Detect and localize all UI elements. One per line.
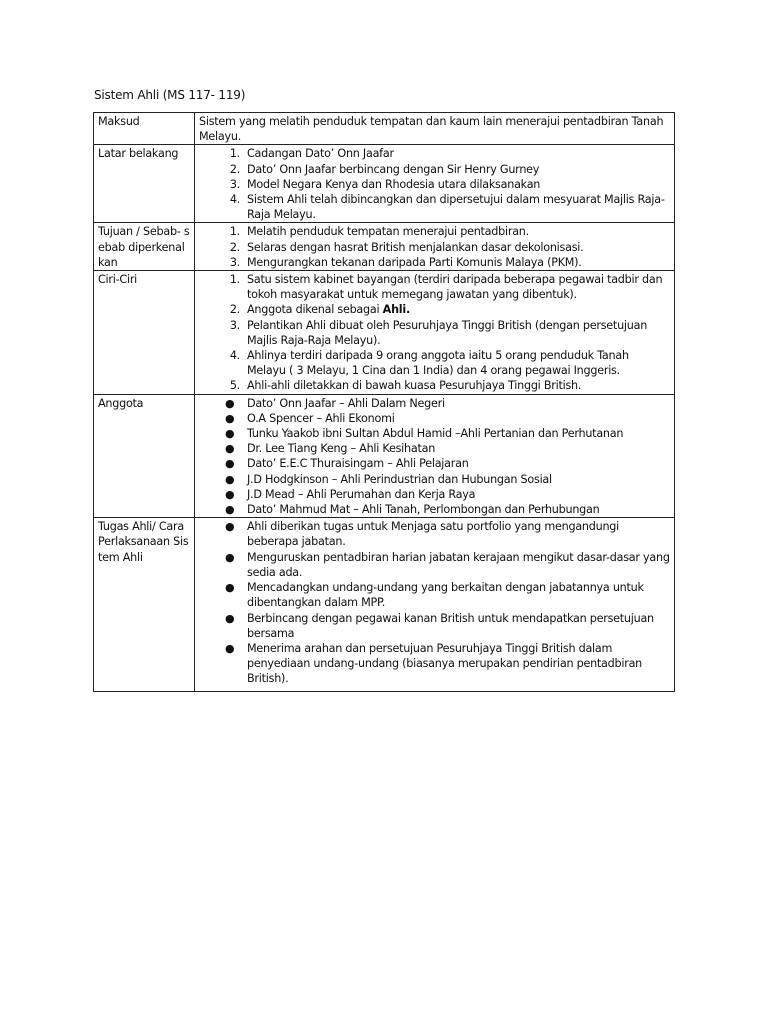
row-label-latar-belakang: Latar belakang [94, 145, 195, 223]
bullet-icon: ● [225, 487, 235, 501]
list-item: ● Dr. Lee Tiang Keng – Ahli Kesihatan [225, 442, 436, 456]
list-item: 1. Satu sistem kabinet bayangan (terdiri daripada beberapa pegawai tadbir dan tokoh masyarakat untuk memegang jawatan yang dibentuk). [229, 273, 663, 302]
list-item: 3. Pelantikan Ahli dibuat oleh Pesuruhjaya Tinggi British (dengan persetujuan Majlis Raja-Raja Melayu). [229, 318, 648, 347]
bullet-icon: ● [225, 442, 235, 456]
row-content-maksud [195, 113, 675, 145]
list-item: 1. Cadangan Dato’ Onn Jaafar [229, 147, 394, 161]
list-item: 4. Sistem Ahli telah dibincangkan dan dipersetujui dalam mesyuarat Majlis Raja-Raja Melayu. [229, 193, 665, 222]
bullet-icon: ● [225, 427, 235, 441]
list-item: 1. Melatih penduduk tempatan menerajui pentadbiran. [229, 225, 529, 239]
list-item: ● Menerima arahan dan persetujuan Pesuruhjaya Tinggi British dalam penyediaan undang-undang (biasanya merupakan pendirian pentadbiran British). [225, 641, 643, 686]
latar-belakang-list [199, 146, 670, 222]
list-item: ● Dato’ E.E.C Thuraisingam – Ahli Pelajaran [225, 457, 469, 471]
bullet-icon: ● [225, 611, 235, 625]
ciri-ciri-list [199, 272, 670, 394]
row-label-anggota: Anggota [94, 394, 195, 518]
list-item: ● Berbincang dengan pegawai kanan British untuk mendapatkan persetujuan bersama [225, 611, 654, 640]
bullet-icon: ● [225, 457, 235, 471]
table-row-latar-belakang [94, 145, 675, 223]
bullet-icon: ● [225, 520, 235, 534]
row-content-tugas [195, 518, 675, 691]
tujuan-list [199, 224, 670, 270]
table-row-tujuan [94, 223, 675, 271]
table-row-tugas [94, 518, 675, 691]
bullet-icon: ● [225, 503, 235, 517]
table-row-anggota [94, 394, 675, 518]
bullet-icon: ● [225, 581, 235, 595]
list-item: 3. Mengurangkan tekanan daripada Parti Komunis Malaya (PKM). [229, 255, 582, 269]
list-item: ● J.D Mead – Ahli Perumahan dan Kerja Raya [225, 487, 476, 501]
list-item: 4. Ahlinya terdiri daripada 9 orang anggota iaitu 5 orang penduduk Tanah Melayu ( 3 Melayu, 1 Cina dan 1 India) dan 4 orang pegawai Inggeris. [229, 349, 629, 378]
bullet-icon: ● [225, 472, 235, 486]
list-item: ● Ahli diberikan tugas untuk Menjaga satu portfolio yang mengandungi beberapa jabatan. [225, 520, 620, 549]
ahli-bold-term: Ahli. [382, 303, 410, 317]
anggota-list [199, 396, 670, 518]
list-item: 3. Model Negara Kenya dan Rhodesia utara dilaksanakan [229, 177, 541, 191]
row-content-ciri-ciri [195, 271, 675, 395]
bullet-icon: ● [225, 411, 235, 425]
row-label-tugas: Tugas Ahli/ Cara Perlaksanaan Sistem Ahli [94, 518, 195, 691]
list-item: 2. Anggota dikenal sebagai Ahli. [229, 303, 410, 317]
list-item: 5. Ahli-ahli diletakkan di bawah kuasa Pesuruhjaya Tinggi British. [229, 379, 582, 393]
document-title: Sistem Ahli (MS 117- 119) [94, 88, 246, 102]
list-item: ● Menguruskan pentadbiran harian jabatan kerajaan mengikut dasar-dasar yang sedia ada. [225, 550, 670, 579]
row-label-tujuan: Tujuan / Sebab- sebab diperkenalkan [94, 223, 195, 271]
list-item: ● O.A Spencer – Ahli Ekonomi [225, 411, 395, 425]
row-content-anggota [195, 394, 675, 518]
list-item: 2. Dato’ Onn Jaafar berbincang dengan Sir Henry Gurney [229, 162, 540, 176]
list-item: ● J.D Hodgkinson – Ahli Perindustrian dan Hubungan Sosial [225, 472, 552, 486]
list-item: ● Dato’ Mahmud Mat – Ahli Tanah, Perlombongan dan Perhubungan [225, 503, 600, 517]
row-label-maksud: Maksud [94, 113, 195, 145]
bullet-icon: ● [225, 641, 235, 655]
summary-table [93, 112, 675, 692]
list-item: 2. Selaras dengan hasrat British menjalankan dasar dekolonisasi. [229, 240, 584, 254]
bullet-icon: ● [225, 396, 235, 410]
list-item: ● Dato’ Onn Jaafar – Ahli Dalam Negeri [225, 396, 445, 410]
list-item: ● Tunku Yaakob ibni Sultan Abdul Hamid –Ahli Pertanian dan Perhutanan [225, 427, 624, 441]
maksud-text: Sistem yang melatih penduduk tempatan dan kaum lain menerajui pentadbiran Tanah Melayu. [199, 115, 664, 144]
bullet-icon: ● [225, 550, 235, 564]
tugas-list [199, 519, 670, 686]
row-content-latar-belakang [195, 145, 675, 223]
list-item: ● Mencadangkan undang-undang yang berkaitan dengan jabatannya untuk dibentangkan dalam MPP. [225, 581, 644, 610]
row-label-ciri-ciri: Ciri-Ciri [94, 271, 195, 395]
table-row-maksud [94, 113, 675, 145]
row-content-tujuan [195, 223, 675, 271]
table-row-ciri-ciri [94, 271, 675, 395]
